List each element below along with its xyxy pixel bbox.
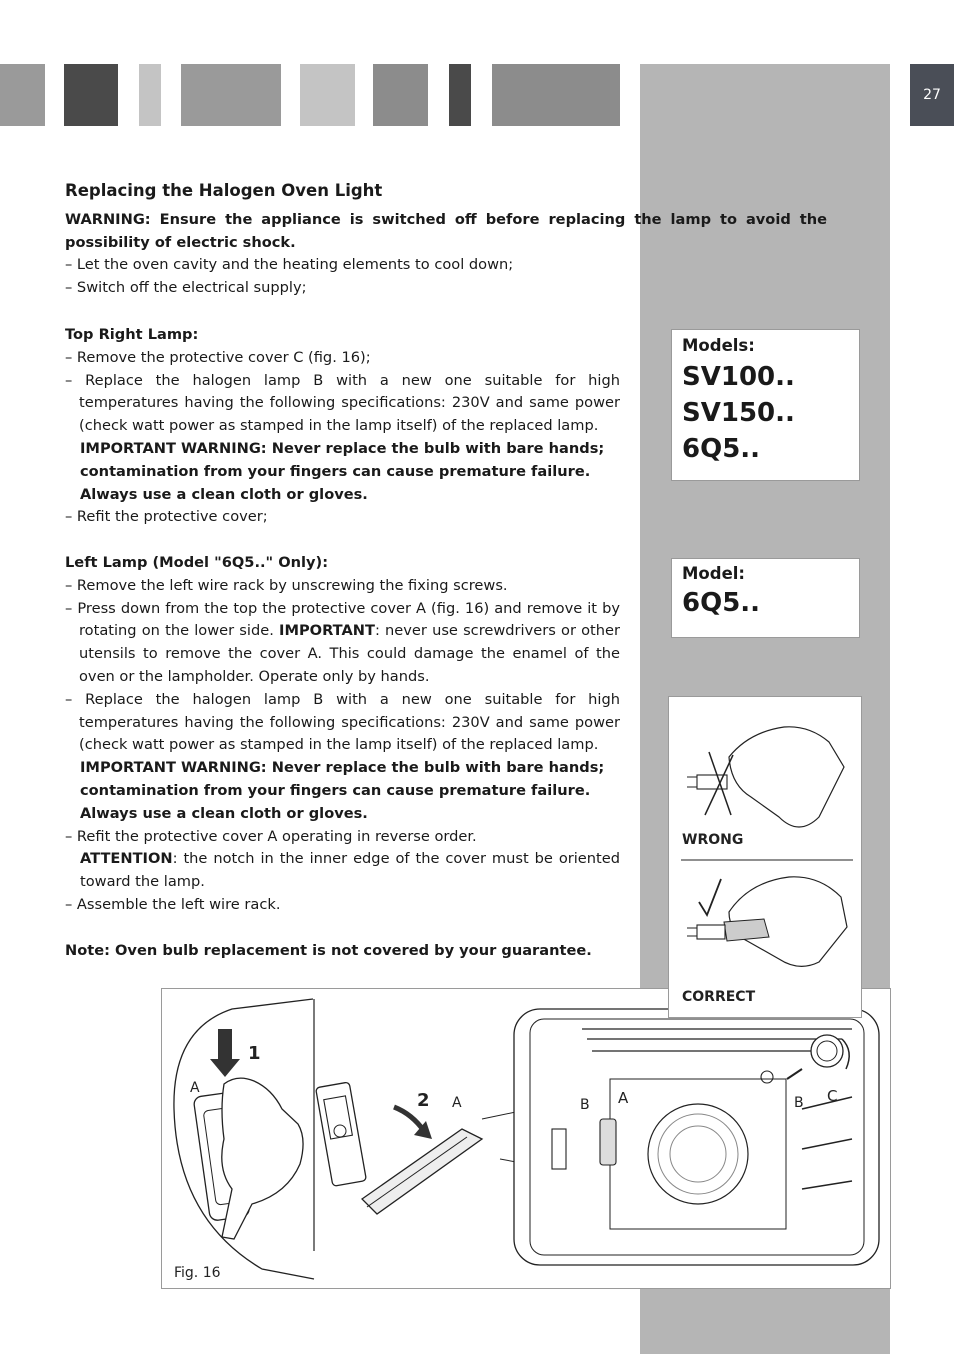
header-bar-2 [64, 64, 118, 126]
left-step: – Replace the halogen lamp B with a new one suitable for high temperatures having the following specifications: 230V and same power (check watt power as stamped in the lamp itself) of the replaced lamp. [65, 690, 620, 754]
figure-16 [161, 988, 891, 1289]
warning-text: WARNING: Ensure the appliance is switched off before replacing the lamp to avoid the possibility of electric shock. [65, 210, 827, 251]
left-important: IMPORTANT WARNING: Never replace the bulb with bare hands; contamination from your fingers can cause premature failure. Always use a clean cloth or gloves. [80, 759, 605, 822]
label-a: A [618, 1089, 629, 1107]
bulb-handling-box [668, 696, 862, 1018]
intro-item: – Switch off the electrical supply; [65, 279, 307, 297]
label-a: A [452, 1095, 462, 1111]
left-step-text: – Press down from the top the protective cover A (fig. 16) and remove it by rotating on the lower side. [65, 599, 620, 640]
intro-section [65, 180, 827, 300]
models-label: Models: [682, 336, 755, 355]
model-box [671, 558, 860, 638]
important-keyword: IMPORTANT [279, 622, 375, 640]
intro-item: – Let the oven cavity and the heating elements to cool down; [65, 256, 514, 274]
model-name: SV150.. [682, 398, 795, 428]
instructions-column [65, 324, 620, 962]
left-step: – Assemble the left wire rack. [65, 895, 281, 913]
left-step-text: : never use screwdrivers or other utensils to remove the cover A. This could damage the enamel of the oven or the lampholder. Operate only by hands. [79, 622, 620, 685]
top-right-step: – Remove the protective cover C (fig. 16); [65, 348, 371, 366]
header-bar-6 [373, 64, 428, 126]
label-c: C [827, 1087, 838, 1105]
model-name: 6Q5.. [682, 434, 761, 464]
header-bar-3 [139, 64, 161, 126]
label-b: B [580, 1097, 590, 1113]
model-label: Model: [682, 564, 746, 583]
header-bar-8 [492, 64, 620, 126]
header-bar-7 [449, 64, 471, 126]
header-bar-1 [0, 64, 45, 126]
attention-note [65, 848, 620, 894]
label-a: A [190, 1080, 200, 1096]
left-lamp-title: Left Lamp (Model "6Q5.." Only): [65, 553, 329, 571]
header-bar-5 [300, 64, 355, 126]
oven-lamp-diagram [162, 989, 890, 1288]
correct-label: CORRECT [682, 989, 756, 1005]
left-step: – Remove the left wire rack by unscrewing the fixing screws. [65, 576, 508, 594]
top-right-step: – Replace the halogen lamp B with a new one suitable for high temperatures having the following specifications: 230V and same power (check watt power as stamped in the lamp itself) of the replaced lamp. [65, 371, 620, 435]
header-bar-4 [181, 64, 281, 126]
models-box [671, 329, 860, 481]
attention-keyword: ATTENTION [80, 850, 173, 868]
top-right-title: Top Right Lamp: [65, 326, 199, 343]
left-step [65, 598, 620, 689]
bulb-handling-illustration [669, 697, 861, 1017]
label-b: B [794, 1095, 804, 1111]
attention-text: : the notch in the inner edge of the cover must be oriented toward the lamp. [80, 850, 620, 891]
left-step: – Refit the protective cover A operating in reverse order. [65, 827, 477, 845]
model-name: 6Q5.. [682, 588, 761, 618]
step-1-label: 1 [248, 1043, 261, 1064]
step-2-label: 2 [417, 1090, 430, 1111]
top-right-important: IMPORTANT WARNING: Never replace the bulb with bare hands; contamination from your fingers can cause premature failure. Always use a clean cloth or gloves. [80, 439, 605, 503]
wrong-label: WRONG [682, 832, 744, 848]
page-number: 27 [910, 64, 954, 126]
figure-caption: Fig. 16 [174, 1265, 221, 1281]
top-right-step: – Refit the protective cover; [65, 508, 268, 526]
guarantee-note: Note: Oven bulb replacement is not covered by your guarantee. [65, 941, 592, 959]
section-title: Replacing the Halogen Oven Light [65, 181, 383, 200]
model-name: SV100.. [682, 362, 795, 392]
